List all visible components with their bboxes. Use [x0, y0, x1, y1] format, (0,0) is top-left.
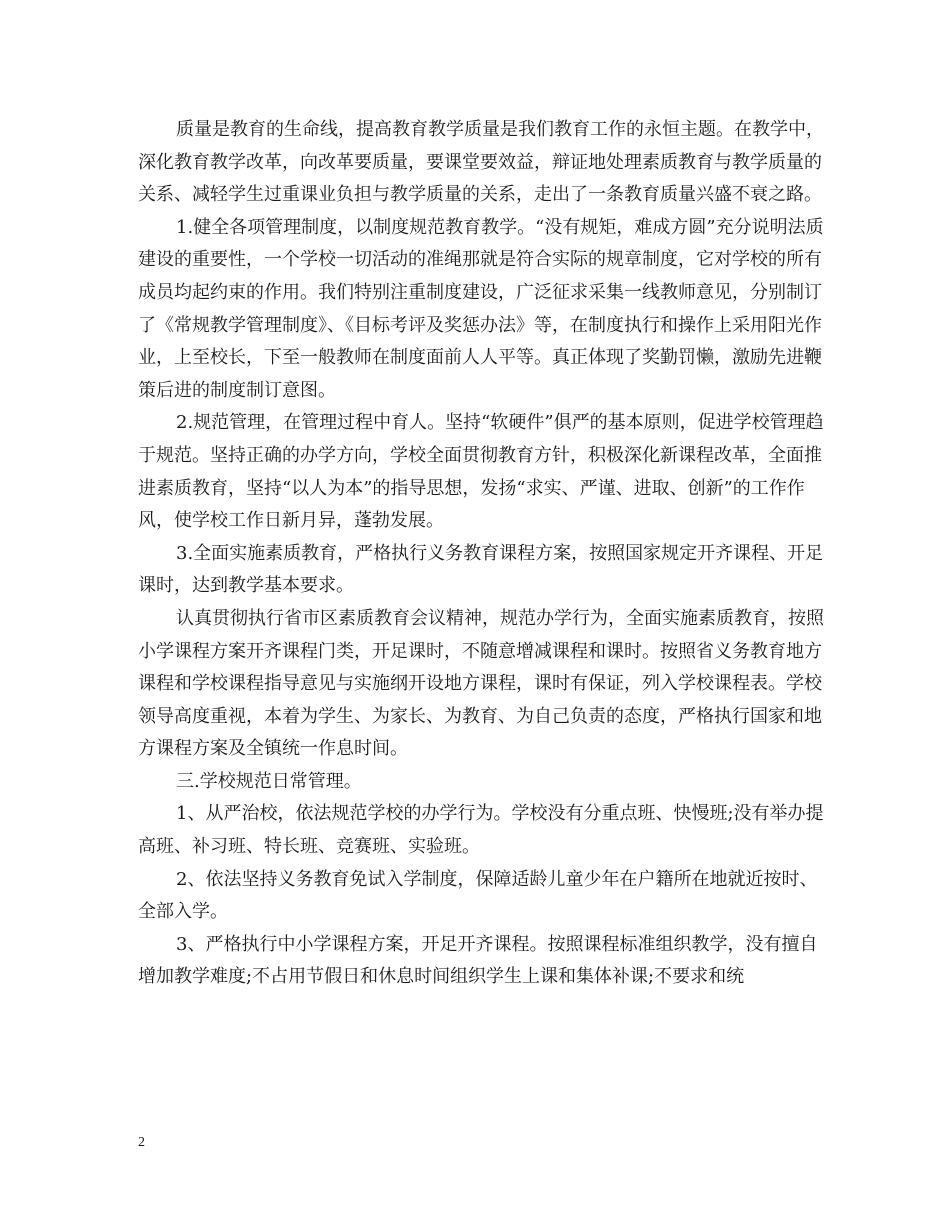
page-number: 2	[138, 1135, 145, 1150]
paragraph-rule-3: 3、严格执行中小学课程方案，开足开齐课程。按照课程标准组织教学，没有擅自增加教学难度;不占用节假日和休息时间组织学生上课和集体补课;不要求和统	[138, 933, 818, 988]
paragraph-item-2: 2.规范管理，在管理过程中育人。坚持“软硬件”俱严的基本原则，促进学校管理趋于规范。坚持正确的办学方向，学校全面贯彻教育方针，积极深化新课程改革，全面推进素质教育，坚持“以人为本”的指导思想，发扬“求实、严谨、进取、创新”的工作作风，使学校工作日新月异，蓬勃发展。	[138, 412, 824, 532]
paragraph-intro: 质量是教育的生命线，提高教育教学质量是我们教育工作的永恒主题。在教学中，深化教育教学改革，向改革要质量，要课堂要效益，辩证地处理素质教育与教学质量的关系、减轻学生过重课业负担与教学质量的关系，走出了一条教育质量兴盛不衰之路。	[138, 119, 824, 206]
paragraph-item-3: 3.全面实施素质教育，严格执行义务教育课程方案，按照国家规定开齐课程、开足课时，达到教学基本要求。	[138, 542, 824, 597]
section-heading-3: 三.学校规范日常管理。	[176, 770, 362, 792]
paragraph-rule-2: 2、依法坚持义务教育免试入学制度，保障适龄儿童少年在户籍所在地就近按时、全部入学。	[138, 868, 818, 923]
paragraph-rule-1: 1、从严治校，依法规范学校的办学行为。学校没有分重点班、快慢班;没有举办提高班、补习班、特长班、竞赛班、实验班。	[138, 803, 824, 858]
paragraph-item-3-detail: 认真贯彻执行省市区素质教育会议精神，规范办学行为，全面实施素质教育，按照小学课程方案开齐课程门类，开足课时，不随意增减课程和课时。按照省义务教育地方课程和学校课程指导意见与实施纲开设地方课程，课时有保证，列入学校课程表。学校领导高度重视，本着为学生、为家长、为教育、为自己负责的态度，严格执行国家和地方课程方案及全镇统一作息时间。	[138, 607, 824, 760]
body-text	[138, 114, 826, 994]
paragraph-item-1: 1.健全各项管理制度，以制度规范教育教学。“没有规矩，难成方圆”充分说明法质建设的重要性，一个学校一切活动的准绳那就是符合实际的规章制度，它对学校的所有成员均起约束的作用。我们特别注重制度建设，广泛征求采集一线教师意见，分别制订了《常规教学管理制度》、《目标考评及奖惩办法》等，在制度执行和操作上采用阳光作业，上至校长，下至一般教师在制度面前人人平等。真正体现了奖勤罚懒，激励先进鞭策后进的制度制订意图。	[138, 216, 824, 401]
